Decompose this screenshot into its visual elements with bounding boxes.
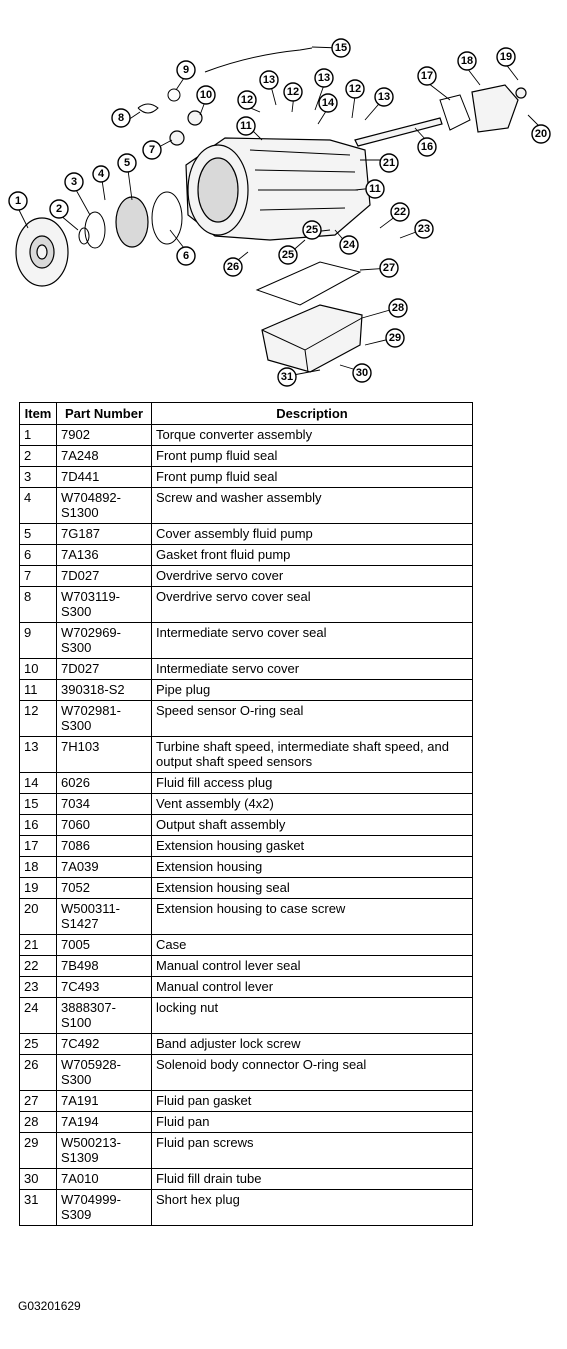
callout-29 — [386, 329, 404, 347]
callout-30 — [353, 364, 371, 382]
callout-31 — [278, 368, 296, 386]
table-row — [20, 998, 473, 1034]
callout-4 — [93, 166, 109, 182]
svg-text:13: 13 — [262, 74, 276, 86]
svg-text:16: 16 — [420, 141, 434, 153]
table-row — [20, 701, 473, 737]
overdrive-servo-seal-drawing — [138, 104, 158, 113]
callout-12c — [346, 80, 364, 98]
callout-9 — [177, 61, 195, 79]
part-number-cell: 6026 — [57, 773, 152, 794]
table-header-row — [20, 403, 473, 425]
callout-11b — [366, 180, 384, 198]
callout-25b — [279, 246, 297, 264]
callout-7 — [143, 141, 161, 159]
callout-15 — [332, 39, 350, 57]
item-cell: 31 — [20, 1190, 57, 1226]
item-cell: 27 — [20, 1091, 57, 1112]
part-number-cell: 7052 — [57, 878, 152, 899]
svg-text:15: 15 — [334, 42, 348, 54]
table-row — [20, 1190, 473, 1226]
svg-text:24: 24 — [342, 239, 356, 251]
figure-id: G03201629 — [18, 1299, 81, 1313]
description-cell: Pipe plug — [152, 680, 473, 701]
table-row — [20, 545, 473, 566]
part-number-cell: 7D441 — [57, 467, 152, 488]
item-cell: 5 — [20, 524, 57, 545]
table-row — [20, 1055, 473, 1091]
parts-table-body — [20, 425, 473, 1226]
table-row — [20, 566, 473, 587]
svg-text:12: 12 — [240, 94, 254, 106]
part-number-cell: 7060 — [57, 815, 152, 836]
table-row — [20, 857, 473, 878]
part-number-cell: 7902 — [57, 425, 152, 446]
part-number-cell: 7D027 — [57, 566, 152, 587]
description-cell: Screw and washer assembly — [152, 488, 473, 524]
svg-text:7: 7 — [148, 144, 156, 156]
item-cell: 28 — [20, 1112, 57, 1133]
callout-13a — [260, 71, 278, 89]
svg-text:3: 3 — [70, 176, 78, 188]
torque-converter-drawing — [16, 218, 68, 286]
table-row — [20, 680, 473, 701]
callout-14 — [319, 94, 337, 112]
table-row — [20, 623, 473, 659]
table-row — [20, 1034, 473, 1055]
description-cell: Fluid pan — [152, 1112, 473, 1133]
description-cell: Output shaft assembly — [152, 815, 473, 836]
item-cell: 19 — [20, 878, 57, 899]
svg-text:11: 11 — [240, 120, 252, 132]
description-cell: Band adjuster lock screw — [152, 1034, 473, 1055]
description-cell: locking nut — [152, 998, 473, 1034]
extension-seal-drawing — [516, 88, 526, 98]
part-number-cell: W500311- S1427 — [57, 899, 152, 935]
description-cell: Vent assembly (4x2) — [152, 794, 473, 815]
svg-text:20: 20 — [534, 128, 548, 140]
fluid-pan-gasket-drawing — [257, 262, 360, 305]
description-cell: Manual control lever seal — [152, 956, 473, 977]
table-row — [20, 815, 473, 836]
description-cell: Manual control lever — [152, 977, 473, 998]
table-row — [20, 467, 473, 488]
case-drawing — [186, 138, 370, 240]
part-number-cell: W702969- S300 — [57, 623, 152, 659]
svg-text:13: 13 — [377, 91, 391, 103]
description-cell: Short hex plug — [152, 1190, 473, 1226]
item-cell: 8 — [20, 587, 57, 623]
svg-text:4: 4 — [97, 168, 105, 180]
item-cell: 9 — [20, 623, 57, 659]
svg-text:14: 14 — [321, 97, 335, 109]
callout-17 — [418, 67, 436, 85]
callout-11a — [237, 117, 255, 135]
description-cell: Extension housing gasket — [152, 836, 473, 857]
part-number-cell: 7005 — [57, 935, 152, 956]
item-cell: 16 — [20, 815, 57, 836]
item-cell: 11 — [20, 680, 57, 701]
callout-2 — [50, 200, 68, 218]
svg-text:25: 25 — [281, 249, 295, 261]
part-number-cell: 7A010 — [57, 1169, 152, 1190]
svg-text:18: 18 — [460, 55, 474, 67]
item-cell: 24 — [20, 998, 57, 1034]
item-cell: 17 — [20, 836, 57, 857]
svg-text:25: 25 — [305, 224, 319, 236]
callout-12b — [284, 83, 302, 101]
table-row — [20, 899, 473, 935]
part-number-cell: 390318-S2 — [57, 680, 152, 701]
vent-assembly-drawing — [205, 48, 312, 72]
svg-text:12: 12 — [348, 83, 362, 95]
part-number-cell: 7A136 — [57, 545, 152, 566]
description-cell: Extension housing — [152, 857, 473, 878]
item-cell: 29 — [20, 1133, 57, 1169]
table-row — [20, 1133, 473, 1169]
overdrive-servo-cover-drawing — [170, 131, 184, 145]
svg-text:23: 23 — [417, 223, 431, 235]
part-number-cell: W705928- S300 — [57, 1055, 152, 1091]
extension-housing-drawing — [472, 85, 518, 132]
description-cell: Torque converter assembly — [152, 425, 473, 446]
table-row — [20, 1091, 473, 1112]
part-number-cell: 7A194 — [57, 1112, 152, 1133]
callout-20 — [532, 125, 550, 143]
item-cell: 20 — [20, 899, 57, 935]
callout-5 — [118, 154, 136, 172]
header-description: Description — [152, 403, 473, 425]
callout-8 — [112, 109, 130, 127]
svg-text:5: 5 — [123, 157, 131, 169]
svg-text:1: 1 — [14, 195, 22, 207]
part-number-cell: 7A039 — [57, 857, 152, 878]
callout-24 — [340, 236, 358, 254]
part-number-cell: 7C492 — [57, 1034, 152, 1055]
intermediate-servo-cover-drawing — [188, 111, 202, 125]
item-cell: 3 — [20, 467, 57, 488]
svg-text:11: 11 — [369, 183, 381, 195]
table-row — [20, 956, 473, 977]
part-number-cell: 7H103 — [57, 737, 152, 773]
table-row — [20, 737, 473, 773]
table-row — [20, 425, 473, 446]
svg-text:22: 22 — [393, 206, 407, 218]
table-row — [20, 1169, 473, 1190]
description-cell: Turbine shaft speed, intermediate shaft speed, and output shaft speed sensors — [152, 737, 473, 773]
svg-text:12: 12 — [286, 86, 300, 98]
svg-text:6: 6 — [182, 250, 190, 262]
svg-text:21: 21 — [382, 157, 396, 169]
svg-text:30: 30 — [355, 367, 369, 379]
item-cell: 25 — [20, 1034, 57, 1055]
exploded-transmission-diagram — [0, 0, 567, 390]
part-number-cell: W704892- S1300 — [57, 488, 152, 524]
callout-6 — [177, 247, 195, 265]
callout-27 — [380, 259, 398, 277]
svg-text:8: 8 — [117, 112, 125, 124]
extension-gasket-drawing — [440, 95, 470, 130]
part-number-cell: W702981- S300 — [57, 701, 152, 737]
description-cell: Speed sensor O-ring seal — [152, 701, 473, 737]
svg-text:13: 13 — [317, 72, 331, 84]
svg-text:26: 26 — [226, 261, 240, 273]
pump-cover-drawing — [116, 197, 148, 247]
description-cell: Fluid fill access plug — [152, 773, 473, 794]
item-cell: 14 — [20, 773, 57, 794]
callout-25a — [303, 221, 321, 239]
svg-text:2: 2 — [55, 203, 63, 215]
description-cell: Overdrive servo cover seal — [152, 587, 473, 623]
description-cell: Gasket front fluid pump — [152, 545, 473, 566]
item-cell: 21 — [20, 935, 57, 956]
svg-text:31: 31 — [280, 371, 294, 383]
part-number-cell: 3888307- S100 — [57, 998, 152, 1034]
callout-19 — [497, 48, 515, 66]
description-cell: Case — [152, 935, 473, 956]
callout-28 — [389, 299, 407, 317]
callout-18 — [458, 52, 476, 70]
table-row — [20, 1112, 473, 1133]
description-cell: Intermediate servo cover — [152, 659, 473, 680]
table-row — [20, 659, 473, 680]
description-cell: Front pump fluid seal — [152, 446, 473, 467]
callout-26 — [224, 258, 242, 276]
table-row — [20, 935, 473, 956]
callout-3 — [65, 173, 83, 191]
table-row — [20, 773, 473, 794]
item-cell: 4 — [20, 488, 57, 524]
description-cell: Fluid pan gasket — [152, 1091, 473, 1112]
item-cell: 22 — [20, 956, 57, 977]
callout-13b — [315, 69, 333, 87]
item-cell: 23 — [20, 977, 57, 998]
svg-text:9: 9 — [182, 64, 190, 76]
item-cell: 1 — [20, 425, 57, 446]
item-cell: 2 — [20, 446, 57, 467]
table-row — [20, 488, 473, 524]
table-row — [20, 587, 473, 623]
description-cell: Cover assembly fluid pump — [152, 524, 473, 545]
item-cell: 18 — [20, 857, 57, 878]
intermediate-servo-seal-drawing — [168, 89, 180, 101]
callout-21 — [380, 154, 398, 172]
description-cell: Fluid fill drain tube — [152, 1169, 473, 1190]
table-row — [20, 794, 473, 815]
part-number-cell: 7A191 — [57, 1091, 152, 1112]
part-number-cell: 7D027 — [57, 659, 152, 680]
description-cell: Solenoid body connector O-ring seal — [152, 1055, 473, 1091]
item-cell: 15 — [20, 794, 57, 815]
part-number-cell: 7G187 — [57, 524, 152, 545]
part-number-cell: W703119- S300 — [57, 587, 152, 623]
part-number-cell: 7A248 — [57, 446, 152, 467]
svg-text:27: 27 — [382, 262, 396, 274]
table-row — [20, 446, 473, 467]
pump-gasket-drawing — [152, 192, 182, 244]
description-cell: Fluid pan screws — [152, 1133, 473, 1169]
description-cell: Intermediate servo cover seal — [152, 623, 473, 659]
table-row — [20, 977, 473, 998]
part-number-cell: 7C493 — [57, 977, 152, 998]
fluid-pan-drawing — [262, 305, 362, 372]
description-cell: Extension housing to case screw — [152, 899, 473, 935]
part-number-cell: 7086 — [57, 836, 152, 857]
item-cell: 26 — [20, 1055, 57, 1091]
callout-1 — [9, 192, 27, 210]
svg-text:10: 10 — [199, 89, 213, 101]
svg-text:29: 29 — [388, 332, 402, 344]
table-row — [20, 524, 473, 545]
callout-16 — [418, 138, 436, 156]
part-number-cell: 7034 — [57, 794, 152, 815]
header-part-number: Part Number — [57, 403, 152, 425]
description-cell: Front pump fluid seal — [152, 467, 473, 488]
callout-23 — [415, 220, 433, 238]
item-cell: 13 — [20, 737, 57, 773]
svg-text:19: 19 — [499, 51, 513, 63]
description-cell: Overdrive servo cover — [152, 566, 473, 587]
part-number-cell: 7B498 — [57, 956, 152, 977]
svg-text:28: 28 — [391, 302, 405, 314]
callout-10 — [197, 86, 215, 104]
callout-12a — [238, 91, 256, 109]
parts-table — [19, 402, 473, 1226]
table-row — [20, 878, 473, 899]
part-number-cell: W500213- S1309 — [57, 1133, 152, 1169]
table-row — [20, 836, 473, 857]
item-cell: 12 — [20, 701, 57, 737]
part-number-cell: W704999- S309 — [57, 1190, 152, 1226]
item-cell: 10 — [20, 659, 57, 680]
item-cell: 6 — [20, 545, 57, 566]
front-pump-seal-2-drawing — [85, 212, 105, 248]
callout-13c — [375, 88, 393, 106]
item-cell: 7 — [20, 566, 57, 587]
header-item: Item — [20, 403, 57, 425]
svg-text:17: 17 — [420, 70, 434, 82]
callout-22 — [391, 203, 409, 221]
description-cell: Extension housing seal — [152, 878, 473, 899]
item-cell: 30 — [20, 1169, 57, 1190]
